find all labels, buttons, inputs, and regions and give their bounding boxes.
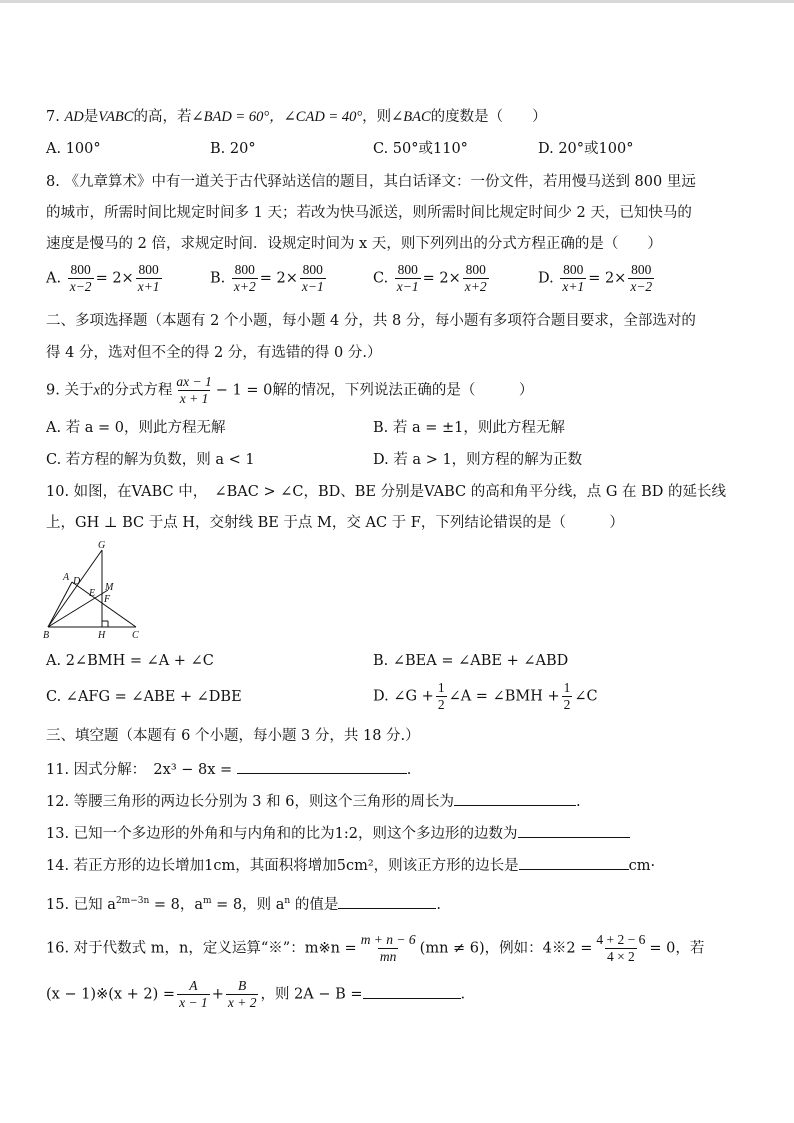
fraction bbox=[594, 932, 647, 965]
fraction-denominator: x + 1 bbox=[179, 391, 209, 406]
q10-d-text: D. ∠G + bbox=[373, 688, 434, 705]
q7-option-d: D. 20°或100° bbox=[538, 141, 634, 157]
q15-exponent: n bbox=[284, 896, 291, 906]
q9-eq: − 1 = 0 bbox=[215, 382, 273, 399]
fraction-numerator: 4 + 2 − 6 bbox=[596, 932, 646, 947]
q7-option-b: B. 20° bbox=[210, 141, 256, 157]
fraction-numerator: 800 bbox=[465, 262, 486, 277]
q7-text: ，则 bbox=[362, 109, 392, 125]
label-a: A bbox=[63, 572, 70, 583]
label-h: H bbox=[98, 630, 106, 640]
q9-option-d: D. 若 a > 1，则方程的解为正数 bbox=[373, 452, 583, 468]
q8-option-b bbox=[210, 262, 328, 295]
fraction-numerator: 800 bbox=[397, 262, 418, 277]
fraction-numerator: 800 bbox=[70, 262, 91, 277]
q12-end: . bbox=[575, 794, 581, 810]
answer-blank[interactable] bbox=[519, 855, 629, 870]
top-border bbox=[0, 0, 794, 3]
q14-unit: cm· bbox=[628, 858, 656, 874]
label-d: D bbox=[73, 576, 81, 587]
fraction-numerator: 800 bbox=[302, 262, 323, 277]
segment-ba bbox=[48, 582, 72, 627]
q10-line-1: 10. 如图，在VABC 中， ∠BAC > ∠C，BD、BE 分别是VABC 的高和角平分线，点 G 在 BD 的延长线 bbox=[46, 484, 727, 500]
label-e: E bbox=[89, 588, 96, 599]
q11-stem bbox=[46, 759, 411, 780]
fraction bbox=[560, 262, 586, 295]
q15-stem bbox=[46, 891, 441, 915]
label-f: F bbox=[104, 594, 111, 605]
answer-blank[interactable] bbox=[518, 823, 630, 838]
q12-stem bbox=[46, 791, 581, 812]
fraction-denominator: x+2 bbox=[464, 279, 487, 294]
label-g: G bbox=[98, 540, 106, 551]
q14-stem bbox=[46, 855, 655, 876]
q9-text: 的分式方程 bbox=[99, 382, 173, 399]
fraction-denominator: x−2 bbox=[630, 279, 653, 294]
fraction-denominator: x−2 bbox=[69, 279, 92, 294]
q8-option-a bbox=[46, 262, 164, 295]
section-3-heading: 三、填空题（本题有 6 个小题，每小题 3 分，共 18 分.） bbox=[46, 728, 420, 744]
q9-text: 解的情况，下列说法正确的是（ ） bbox=[272, 382, 534, 399]
answer-blank[interactable] bbox=[237, 759, 407, 774]
q15-text: 的值是 bbox=[290, 896, 339, 913]
fraction-denominator: x+1 bbox=[137, 279, 160, 294]
fraction-numerator: B bbox=[238, 978, 247, 993]
q9-stem bbox=[46, 374, 533, 407]
q9-option-b: B. 若 a = ±1，则此方程无解 bbox=[373, 420, 565, 436]
fraction-denominator: x+2 bbox=[233, 279, 256, 294]
section-2-heading: 二、多项选择题（本题有 2 个小题，每小题 4 分，共 8 分，每小题有多项符合题目要求，全部选对的 bbox=[46, 313, 696, 329]
q10-d-text: ∠C bbox=[574, 688, 598, 705]
fraction-denominator: 4 × 2 bbox=[606, 949, 635, 964]
q8-line-1: 8. 《九章算术》中有一道关于古代驿站送信的题目，其白话译文：一份文件，若用慢马送到 800 里远 bbox=[46, 174, 696, 190]
q15-text: = 8，a bbox=[149, 896, 204, 913]
fraction bbox=[232, 262, 258, 295]
q8-option-c bbox=[373, 262, 491, 295]
q7-option-c: C. 50°或110° bbox=[373, 141, 468, 157]
plus-sign: + bbox=[211, 986, 224, 1003]
fraction bbox=[463, 262, 489, 295]
q11-text: 11. 因式分解： 2x³ − 8x = bbox=[46, 762, 233, 778]
fraction bbox=[226, 978, 259, 1011]
fraction-numerator: 1 bbox=[437, 680, 445, 695]
q7-number: 7. bbox=[46, 109, 60, 125]
fraction-numerator: 800 bbox=[631, 262, 652, 277]
q16-text: = 0，若 bbox=[649, 940, 705, 957]
q7-option-a: A. 100° bbox=[46, 141, 101, 157]
option-label: B. bbox=[210, 270, 226, 287]
q12-text: 12. 等腰三角形的两边长分别为 3 和 6，则这个三角形的周长为 bbox=[46, 794, 454, 810]
fraction bbox=[628, 262, 654, 295]
fraction-half bbox=[436, 680, 447, 713]
fraction-denominator: x − 1 bbox=[179, 995, 208, 1010]
equals-times: = 2× bbox=[588, 270, 627, 287]
answer-blank[interactable] bbox=[454, 791, 576, 806]
q13-stem bbox=[46, 823, 630, 844]
option-label: C. bbox=[373, 270, 389, 287]
q13-text: 13. 已知一个多边形的外角和与内角和的比为1:2，则这个多边形的边数为 bbox=[46, 826, 518, 842]
q9-option-a: A. 若 a = 0，则此方程无解 bbox=[46, 420, 226, 436]
q7-text: 是 bbox=[83, 109, 99, 125]
fraction-denominator: x + 2 bbox=[227, 995, 257, 1010]
fraction-numerator: A bbox=[189, 978, 198, 993]
q14-text: 14. 若正方形的边长增加1cm，其面积将增加5cm²，则该正方形的边长是 bbox=[46, 858, 519, 874]
fraction-numerator: 800 bbox=[563, 262, 584, 277]
q15-exponent: 2m−3n bbox=[115, 896, 150, 906]
q16-line-2 bbox=[46, 978, 465, 1011]
q16-text: (x − 1)※(x + 2) = bbox=[46, 986, 176, 1003]
q10-d-text: ∠A = ∠BMH + bbox=[448, 688, 560, 705]
q16-text: 16. 对于代数式 m，n，定义运算“※”：m※n = bbox=[46, 940, 357, 957]
q10-option-d bbox=[373, 680, 598, 713]
label-b: B bbox=[43, 630, 50, 640]
q7-text: 的度数是（ ） bbox=[430, 109, 547, 125]
fraction-numerator: 1 bbox=[563, 680, 571, 695]
q16-text: (mn ≠ 6)，例如：4※2 = bbox=[419, 940, 593, 957]
fraction-numerator: 800 bbox=[234, 262, 255, 277]
q10-line-2: 上，GH ⊥ BC 于点 H，交射线 BE 于点 M，交 AC 于 F，下列结论错误的是（ ） bbox=[46, 515, 624, 531]
q16-text: ，则 2A − B = bbox=[260, 986, 363, 1003]
q7-stem bbox=[46, 107, 547, 127]
q9-var: x bbox=[93, 382, 100, 399]
fraction-denominator: mn bbox=[379, 949, 397, 964]
answer-blank[interactable] bbox=[338, 894, 436, 909]
q7-math: AD bbox=[64, 109, 84, 125]
fraction-denominator: x+1 bbox=[562, 279, 585, 294]
q15-text: = 8，则 a bbox=[211, 896, 285, 913]
fraction bbox=[395, 262, 421, 295]
fraction-denominator: 2 bbox=[437, 697, 445, 712]
fraction bbox=[359, 932, 418, 965]
q15-end: . bbox=[436, 896, 441, 913]
label-m: M bbox=[105, 582, 114, 593]
fraction-numerator: 800 bbox=[138, 262, 159, 277]
q15-text: 15. 已知 a bbox=[46, 896, 116, 913]
fraction bbox=[177, 978, 210, 1011]
option-label: A. bbox=[46, 270, 62, 287]
fraction bbox=[68, 262, 94, 295]
q9-option-c: C. 若方程的解为负数，则 a < 1 bbox=[46, 452, 255, 468]
fraction-denominator: x−1 bbox=[396, 279, 419, 294]
q7-text: 的高，若 bbox=[133, 109, 192, 125]
fraction bbox=[136, 262, 162, 295]
label-c: C bbox=[132, 630, 139, 640]
option-label: D. bbox=[538, 270, 554, 287]
q16-end: . bbox=[460, 986, 466, 1003]
fraction-half bbox=[562, 680, 573, 713]
q8-line-2: 的城市，所需时间比规定时间多 1 天；若改为快马派送，则所需时间比规定时间少 2 天，已知快马的 bbox=[46, 205, 692, 221]
fraction-denominator: 2 bbox=[563, 697, 571, 712]
q10-option-b: B. ∠BEA = ∠ABE + ∠ABD bbox=[373, 653, 569, 669]
fraction-numerator: ax − 1 bbox=[176, 374, 212, 389]
q10-option-c: C. ∠AFG = ∠ABE + ∠DBE bbox=[46, 689, 242, 705]
q11-end: . bbox=[406, 762, 412, 778]
q7-math: ∠BAD = 60°，∠CAD = 40° bbox=[191, 109, 363, 125]
q9-text: 9. 关于 bbox=[46, 382, 94, 399]
q16-line-1 bbox=[46, 932, 704, 965]
fraction bbox=[174, 374, 213, 407]
q8-option-d bbox=[538, 262, 656, 295]
q8-line-3: 速度是慢马的 2 倍，求规定时间．设规定时间为 x 天，则下列列出的分式方程正确的是（ ） bbox=[46, 236, 662, 252]
equals-times: = 2× bbox=[259, 270, 298, 287]
answer-blank[interactable] bbox=[363, 984, 461, 999]
q7-math: ∠BAC bbox=[391, 109, 431, 125]
section-2-heading-cont: 得 4 分，选对但不全的得 2 分，有选错的得 0 分.） bbox=[46, 345, 382, 361]
ray-be bbox=[48, 590, 108, 627]
fraction bbox=[300, 262, 326, 295]
equals-times: = 2× bbox=[95, 270, 134, 287]
q10-option-a: A. 2∠BMH = ∠A + ∠C bbox=[46, 653, 214, 669]
q7-math: VABC bbox=[98, 109, 134, 125]
equals-times: = 2× bbox=[422, 270, 461, 287]
fraction-denominator: x−1 bbox=[301, 279, 324, 294]
q15-exponent: m bbox=[203, 896, 212, 906]
fraction-numerator: m + n − 6 bbox=[360, 932, 416, 947]
triangle-figure bbox=[40, 540, 150, 640]
